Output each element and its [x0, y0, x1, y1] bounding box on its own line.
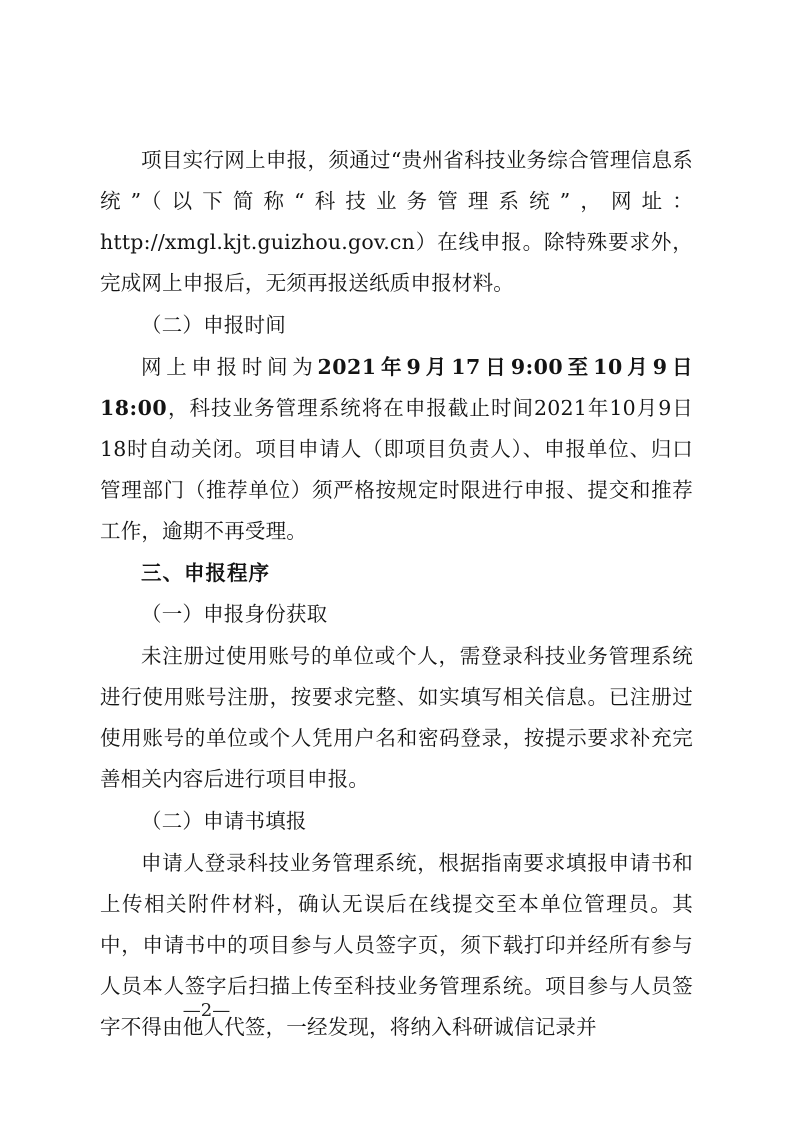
paragraph-identity-detail: 未注册过使用账号的单位或个人，需登录科技业务管理系统进行使用账号注册，按要求完整、如实填写相关信息。已注册过使用账号的单位或个人凭用户名和密码登录，按提示要求补充完善相关内容后进行项目申报。 [100, 644, 693, 791]
paragraph-section-application-time: （二）申报时间 [141, 313, 286, 337]
paragraph-application-time-detail [100, 347, 693, 552]
time-text-rest: ，科技业务管理系统将在申报截止时间2021年10月9日18时自动关闭。项目申请人（即项目负责人）、申报单位、归口管理部门（推荐单位）须严格按规定时限进行申报、提交和推荐工作，逾期不再受理。 [100, 396, 693, 543]
paragraph-form-filling-detail: 申请人登录科技业务管理系统，根据指南要求填报申请书和上传相关附件材料，确认无误后在线提交至本单位管理员。其中，申请书中的项目参与人员签字页，须下载打印并经所有参与人员本人签字后扫描上传至科技业务管理系统。项目参与人员签字不得由他人代签，一经发现，将纳入科研诚信记录并 [100, 851, 693, 1039]
paragraph-online-application: 项目实行网上申报，须通过“贵州省科技业务综合管理信息系统”（以下简称“科技业务管理系统”，网址：http://xmgl.kjt.guizhou.gov.cn）在线申报。除特殊要求外，完成网上申报后，无须再报送纸质申报材料。 [100, 148, 693, 295]
page-number: —2— [182, 1000, 231, 1021]
time-text-lead: 网上申报时间为 [141, 355, 318, 379]
paragraph-section-form-filling: （二）申请书填报 [141, 809, 307, 833]
paragraph-section-identity: （一）申报身份获取 [141, 602, 328, 626]
document-body [100, 140, 693, 1048]
heading-application-procedure: 三、申报程序 [141, 561, 270, 585]
time-range-bold: 2021年9月17日9:00至10月9日18:00 [100, 355, 693, 420]
page-footer [0, 1000, 793, 1021]
